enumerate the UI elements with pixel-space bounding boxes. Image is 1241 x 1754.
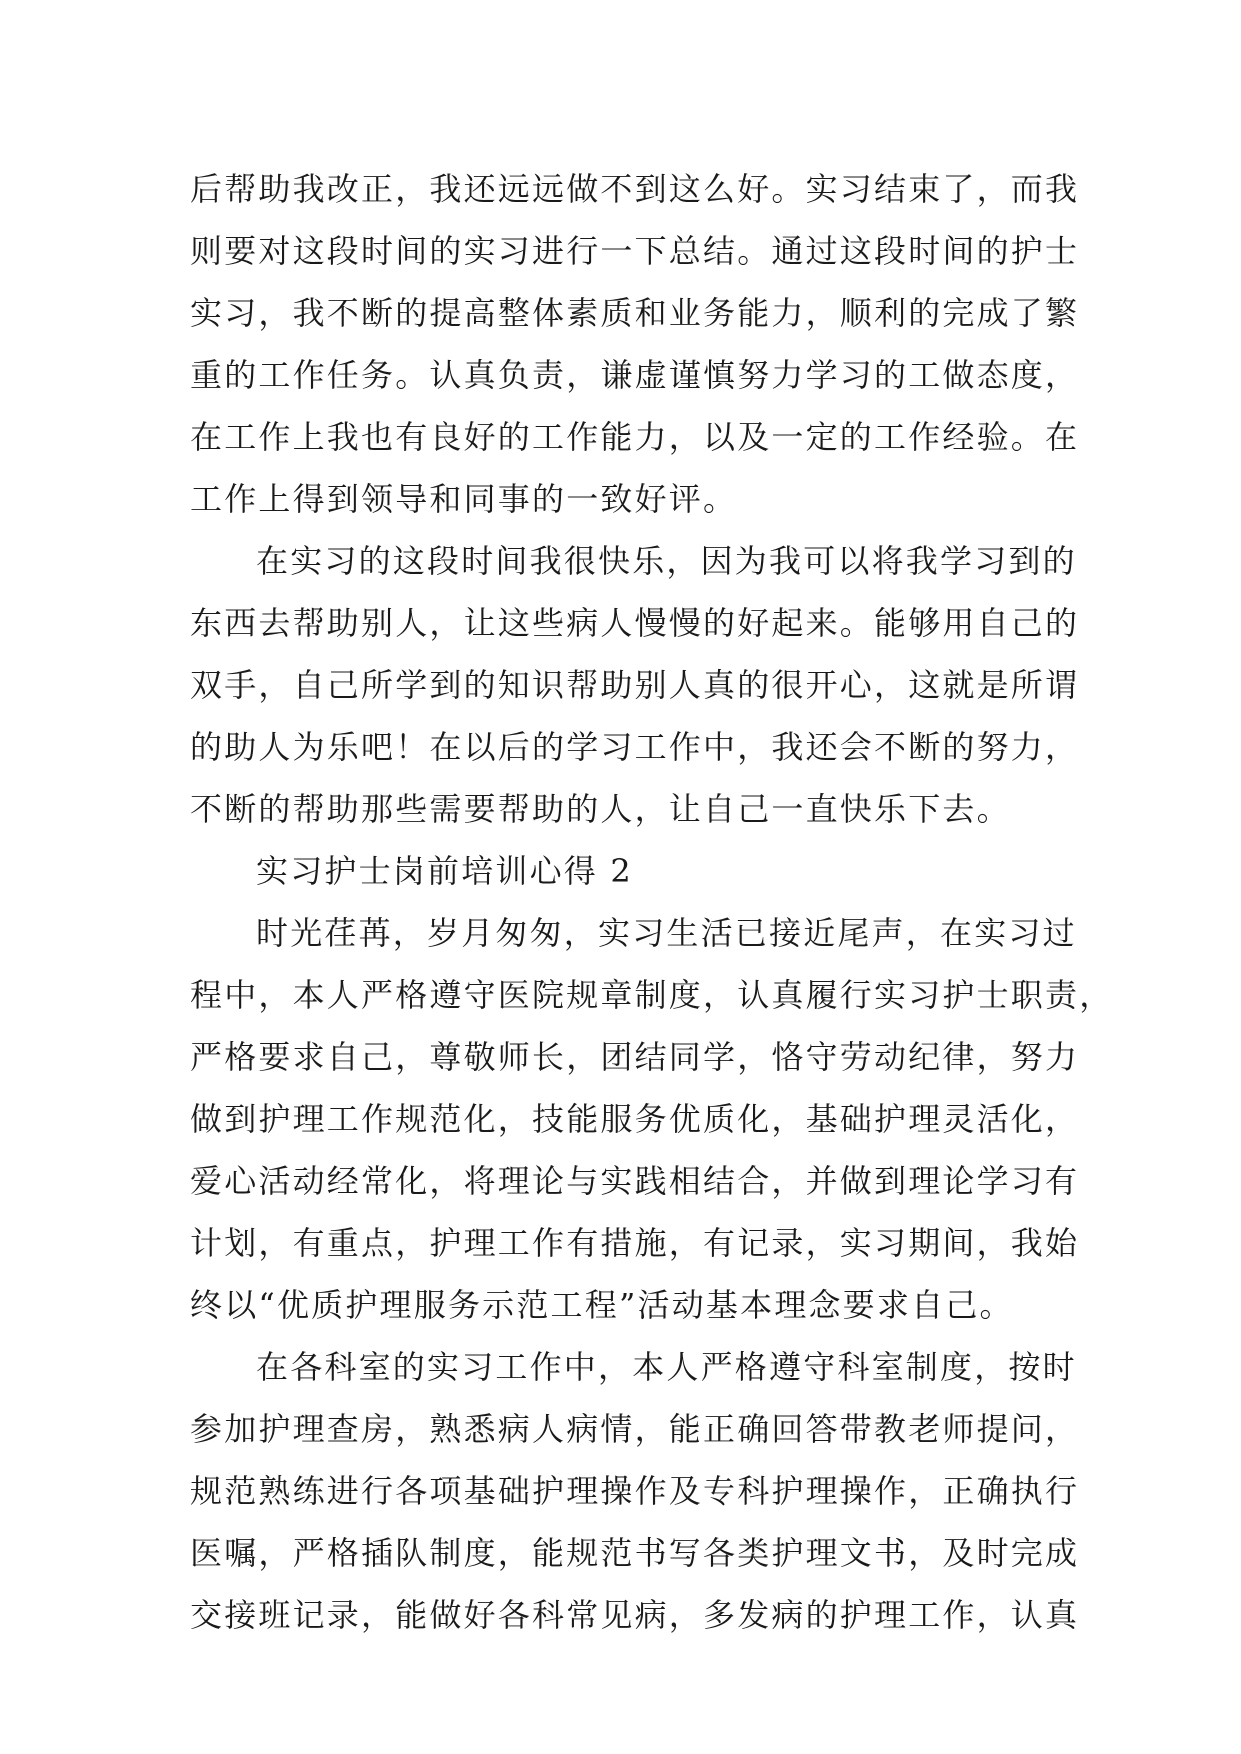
- text-line: 工作上得到领导和同事的一致好评。: [190, 480, 738, 518]
- text-line: 交接班记录，能做好各科常见病，多发病的护理工作，认真: [190, 1596, 1080, 1634]
- text-line: 规范熟练进行各项基础护理操作及专科护理操作，正确执行: [190, 1472, 1080, 1510]
- text-line: 严格要求自己，尊敬师长，团结同学，恪守劳动纪律，努力: [190, 1038, 1080, 1076]
- section-heading: 实习护士岗前培训心得 2: [256, 852, 633, 890]
- text-line: 参加护理查房，熟悉病人病情，能正确回答带教老师提问，: [190, 1410, 1080, 1448]
- text-line: 医嘱，严格插队制度，能规范书写各类护理文书，及时完成: [190, 1534, 1080, 1572]
- text-line: 程中，本人严格遵守医院规章制度，认真履行实习护士职责，: [190, 976, 1114, 1014]
- text-line: 不断的帮助那些需要帮助的人，让自己一直快乐下去。: [190, 790, 1011, 828]
- text-line: 在工作上我也有良好的工作能力，以及一定的工作经验。在: [190, 418, 1080, 456]
- document-body: [190, 158, 1114, 1646]
- paragraph-start-line: 时光荏苒，岁月匆匆，实习生活已接近尾声，在实习过: [256, 914, 1077, 952]
- text-line: 终以“优质护理服务示范工程”活动基本理念要求自己。: [190, 1286, 1014, 1324]
- paragraph-start-line: 在各科室的实习工作中，本人严格遵守科室制度，按时: [256, 1348, 1077, 1386]
- text-line: 做到护理工作规范化，技能服务优质化，基础护理灵活化，: [190, 1100, 1080, 1138]
- text-line: 后帮助我改正，我还远远做不到这么好。实习结束了，而我: [190, 170, 1080, 208]
- text-line: 重的工作任务。认真负责，谦虚谨慎努力学习的工做态度，: [190, 356, 1080, 394]
- text-line: 爱心活动经常化，将理论与实践相结合，并做到理论学习有: [190, 1162, 1080, 1200]
- text-line: 双手，自己所学到的知识帮助别人真的很开心，这就是所谓: [190, 666, 1080, 704]
- text-line: 计划，有重点，护理工作有措施，有记录，实习期间，我始: [190, 1224, 1080, 1262]
- text-line: 东西去帮助别人，让这些病人慢慢的好起来。能够用自己的: [190, 604, 1080, 642]
- text-line: 则要对这段时间的实习进行一下总结。通过这段时间的护士: [190, 232, 1080, 270]
- text-line: 实习，我不断的提高整体素质和业务能力，顺利的完成了繁: [190, 294, 1080, 332]
- paragraph-start-line: 在实习的这段时间我很快乐，因为我可以将我学习到的: [256, 542, 1077, 580]
- text-line: 的助人为乐吧！在以后的学习工作中，我还会不断的努力，: [190, 728, 1080, 766]
